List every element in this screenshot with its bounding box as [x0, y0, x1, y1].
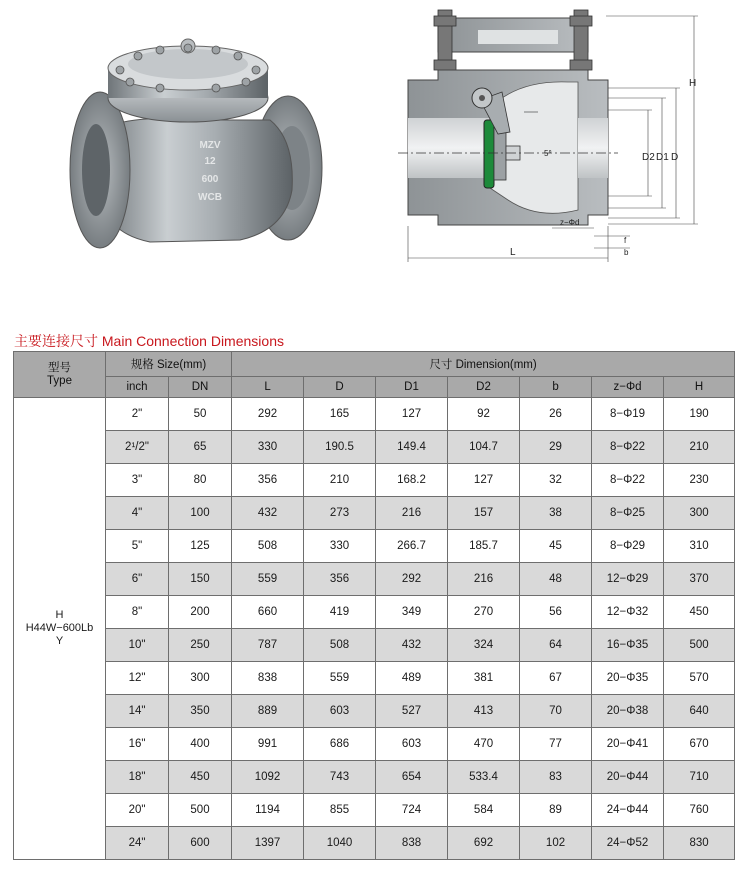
cell-inch: 12" [106, 662, 169, 695]
cell-d1: 838 [376, 827, 448, 860]
cell-d2: 157 [448, 497, 520, 530]
cell-h: 310 [664, 530, 735, 563]
cell-l: 889 [232, 695, 304, 728]
dim-b-label: b [624, 248, 629, 257]
cell-h: 370 [664, 563, 735, 596]
model-text: H44W−600Lb [25, 622, 94, 634]
cell-d1: 216 [376, 497, 448, 530]
cell-h: 760 [664, 794, 735, 827]
cell-d2: 413 [448, 695, 520, 728]
cell-b: 77 [520, 728, 592, 761]
dim-L-label: L [510, 247, 516, 258]
cell-d: 273 [304, 497, 376, 530]
cell-l: 356 [232, 464, 304, 497]
cell-h: 450 [664, 596, 735, 629]
cell-zd: 16−Φ35 [592, 629, 664, 662]
table-row [14, 530, 735, 563]
casting-mark-1: MZV [199, 140, 221, 151]
cell-inch: 18" [106, 761, 169, 794]
cell-d2: 104.7 [448, 431, 520, 464]
cell-d1: 292 [376, 563, 448, 596]
cell-dn: 150 [169, 563, 232, 596]
cell-d: 686 [304, 728, 376, 761]
cell-d: 508 [304, 629, 376, 662]
cell-d1: 149.4 [376, 431, 448, 464]
cell-d2: 533.4 [448, 761, 520, 794]
table-row [14, 728, 735, 761]
cell-d: 330 [304, 530, 376, 563]
col-inch: inch [106, 377, 169, 398]
cell-h: 710 [664, 761, 735, 794]
cell-zd: 8−Φ22 [592, 431, 664, 464]
cell-inch: 6" [106, 563, 169, 596]
cell-l: 292 [232, 398, 304, 431]
cell-d: 559 [304, 662, 376, 695]
cell-d2: 324 [448, 629, 520, 662]
cell-d2: 381 [448, 662, 520, 695]
cell-dn: 100 [169, 497, 232, 530]
cell-zd: 24−Φ52 [592, 827, 664, 860]
cell-l: 1092 [232, 761, 304, 794]
col-l: L [232, 377, 304, 398]
cell-h: 830 [664, 827, 735, 860]
cell-dn: 65 [169, 431, 232, 464]
cell-d1: 724 [376, 794, 448, 827]
table-row [14, 431, 735, 464]
cell-d: 165 [304, 398, 376, 431]
cell-dn: 300 [169, 662, 232, 695]
cell-zd: 20−Φ38 [592, 695, 664, 728]
table-row [14, 794, 735, 827]
cell-zd: 24−Φ44 [592, 794, 664, 827]
dimensions-table [13, 351, 735, 860]
cell-d1: 266.7 [376, 530, 448, 563]
cell-d2: 216 [448, 563, 520, 596]
cell-inch: 16" [106, 728, 169, 761]
cell-b: 38 [520, 497, 592, 530]
cell-d2: 692 [448, 827, 520, 860]
cell-d: 210 [304, 464, 376, 497]
table-row [14, 464, 735, 497]
col-d: D [304, 377, 376, 398]
cell-h: 500 [664, 629, 735, 662]
cell-dn: 80 [169, 464, 232, 497]
cell-inch: 14" [106, 695, 169, 728]
cell-b: 102 [520, 827, 592, 860]
cell-b: 64 [520, 629, 592, 662]
table-row [14, 695, 735, 728]
cell-d: 190.5 [304, 431, 376, 464]
cell-zd: 8−Φ29 [592, 530, 664, 563]
cell-d: 603 [304, 695, 376, 728]
cell-h: 230 [664, 464, 735, 497]
cell-inch: 8" [106, 596, 169, 629]
cell-zd: 20−Φ41 [592, 728, 664, 761]
header-type-cn: 型号 [48, 361, 71, 374]
cell-l: 330 [232, 431, 304, 464]
col-zd: z−Φd [592, 377, 664, 398]
cell-dn: 450 [169, 761, 232, 794]
cell-h: 570 [664, 662, 735, 695]
section-title: 主要连接尺寸 Main Connection Dimensions [14, 333, 284, 349]
cell-dn: 350 [169, 695, 232, 728]
cell-d1: 489 [376, 662, 448, 695]
header-dimension: 尺寸 Dimension(mm) [232, 352, 735, 377]
cell-l: 559 [232, 563, 304, 596]
table-row [14, 629, 735, 662]
cell-zd: 20−Φ35 [592, 662, 664, 695]
cell-dn: 250 [169, 629, 232, 662]
cell-b: 45 [520, 530, 592, 563]
cell-h: 210 [664, 431, 735, 464]
angle-label: 5° [544, 149, 552, 158]
cell-inch: 3" [106, 464, 169, 497]
cell-b: 89 [520, 794, 592, 827]
cell-b: 26 [520, 398, 592, 431]
cell-b: 83 [520, 761, 592, 794]
cell-l: 660 [232, 596, 304, 629]
casting-mark-4: WCB [198, 192, 222, 203]
cell-dn: 125 [169, 530, 232, 563]
cell-d: 855 [304, 794, 376, 827]
cell-inch: 10" [106, 629, 169, 662]
model-text: Y [55, 635, 64, 647]
col-d2: D2 [448, 377, 520, 398]
cell-d: 356 [304, 563, 376, 596]
dim-bolt-label: z−Φd [560, 218, 580, 227]
cell-dn: 200 [169, 596, 232, 629]
valve-photo [60, 20, 330, 270]
cell-d2: 470 [448, 728, 520, 761]
cell-l: 838 [232, 662, 304, 695]
header-type-en: Type [47, 374, 72, 387]
dim-f-label: f [624, 236, 627, 245]
cell-d2: 127 [448, 464, 520, 497]
cell-dn: 400 [169, 728, 232, 761]
cell-d1: 168.2 [376, 464, 448, 497]
cell-zd: 8−Φ19 [592, 398, 664, 431]
table-row [14, 563, 735, 596]
col-dn: DN [169, 377, 232, 398]
cell-l: 432 [232, 497, 304, 530]
cell-d2: 584 [448, 794, 520, 827]
cell-zd: 20−Φ44 [592, 761, 664, 794]
cell-d1: 127 [376, 398, 448, 431]
model-cell [14, 398, 106, 860]
cell-h: 670 [664, 728, 735, 761]
cell-b: 29 [520, 431, 592, 464]
table-row [14, 761, 735, 794]
cell-h: 190 [664, 398, 735, 431]
cell-zd: 12−Φ32 [592, 596, 664, 629]
table-row [14, 497, 735, 530]
cell-d1: 432 [376, 629, 448, 662]
table-row [14, 827, 735, 860]
dim-D2-label: D2 [642, 152, 655, 163]
cell-b: 48 [520, 563, 592, 596]
cell-inch: 5" [106, 530, 169, 563]
cell-zd: 12−Φ29 [592, 563, 664, 596]
col-d1: D1 [376, 377, 448, 398]
cell-d1: 349 [376, 596, 448, 629]
cell-h: 300 [664, 497, 735, 530]
model-text: H [55, 609, 64, 621]
cell-d: 419 [304, 596, 376, 629]
cell-d: 743 [304, 761, 376, 794]
valve-section-drawing [398, 0, 740, 270]
cell-d1: 527 [376, 695, 448, 728]
dim-D-label: D [671, 152, 679, 163]
cell-d2: 185.7 [448, 530, 520, 563]
cell-d2: 270 [448, 596, 520, 629]
cell-l: 508 [232, 530, 304, 563]
cell-b: 70 [520, 695, 592, 728]
cell-inch: 2" [106, 398, 169, 431]
cell-h: 640 [664, 695, 735, 728]
cell-l: 1397 [232, 827, 304, 860]
table-row [14, 596, 735, 629]
casting-mark-3: 600 [201, 174, 219, 185]
cell-dn: 600 [169, 827, 232, 860]
cell-inch: 20" [106, 794, 169, 827]
cell-inch: 2¹/2" [106, 431, 169, 464]
header-type [14, 352, 106, 398]
table-row [14, 398, 735, 431]
cell-d1: 654 [376, 761, 448, 794]
cell-zd: 8−Φ25 [592, 497, 664, 530]
cell-b: 67 [520, 662, 592, 695]
cell-l: 991 [232, 728, 304, 761]
dim-H-label: H [689, 78, 697, 89]
cell-zd: 8−Φ22 [592, 464, 664, 497]
dim-D1-label: D1 [656, 152, 669, 163]
cell-inch: 4" [106, 497, 169, 530]
cell-dn: 50 [169, 398, 232, 431]
cell-l: 787 [232, 629, 304, 662]
header-size: 规格 Size(mm) [106, 352, 232, 377]
col-h: H [664, 377, 735, 398]
cell-d: 1040 [304, 827, 376, 860]
cell-b: 56 [520, 596, 592, 629]
cell-dn: 500 [169, 794, 232, 827]
table-row [14, 662, 735, 695]
cell-inch: 24" [106, 827, 169, 860]
col-b: b [520, 377, 592, 398]
cell-l: 1194 [232, 794, 304, 827]
cell-d1: 603 [376, 728, 448, 761]
cell-b: 32 [520, 464, 592, 497]
cell-d2: 92 [448, 398, 520, 431]
casting-mark-2: 12 [204, 156, 216, 167]
